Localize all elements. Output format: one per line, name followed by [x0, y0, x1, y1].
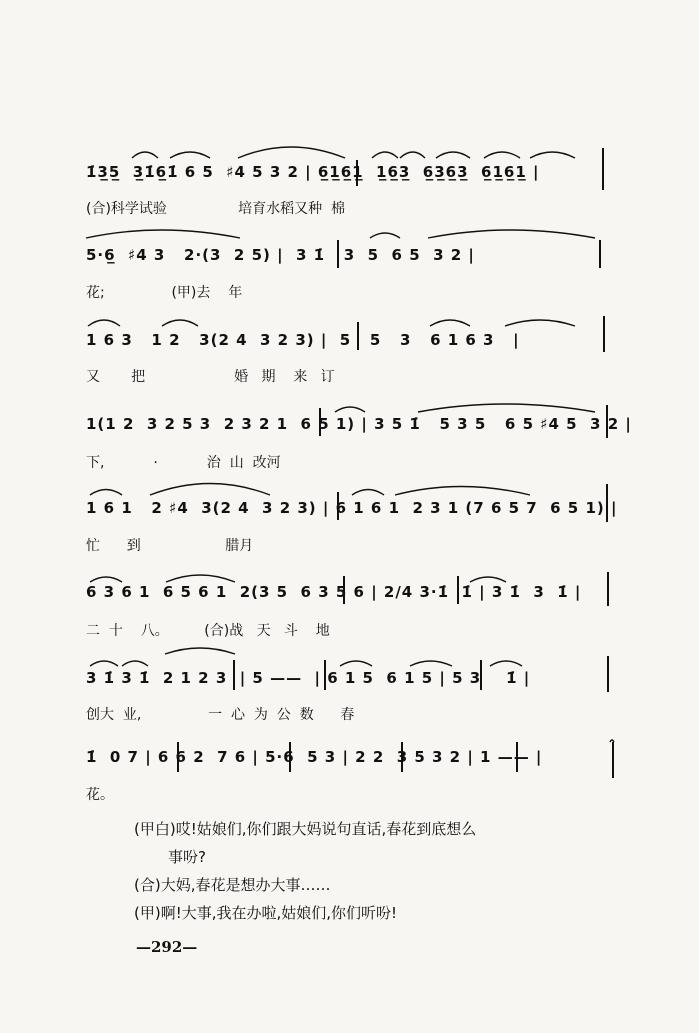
notation-row-6: 6 3 6 1 6 5 6 1 2(3 5 6 3 5 6 | 2/4 3·1̇ 1̇ | 3 1̇ 3 1̇ |	[86, 583, 582, 601]
notation-row-1: 1̇3̲5̲ 3̲1̇6̲1̇ 6 5 ♯4 5 3 2 | 6̲1̲6̲1̲ 1̲6̲3̲ 6̲3̲6̲3̲ 6̲1̲6̲1̲ |	[86, 163, 540, 181]
notation-row-2: 5·6̲ ♯4 3 2·(3 2 5) | 3 1̇ 3 5 6 5 3 2 |	[86, 246, 475, 264]
notation-row-8: 1̇ 0 7 | 6 6 2 7 6 | 5·6 5 3 | 2 2 3 5 3 2 | 1 —— |	[86, 748, 543, 766]
lyrics-row-1: (合)科学试验 培育水稻又种 棉	[86, 201, 346, 217]
notation-row-4: 1(1 2 3 2 5 3 2 3 2 1 6 5 1) | 3 5 1̇ 5 3 5 6 5 ♯4 5 3 2 |	[86, 415, 632, 433]
dialogue-line-3: (甲)啊!大事,我在办啦,姑娘们,你们听吩!	[134, 904, 398, 922]
notation-row-3: 1 6 3 1 2 3(2 4 3 2 3) | 5 5 3 6 1 6 3 |	[86, 331, 520, 349]
page-number: —292—	[136, 938, 198, 956]
lyrics-row-6: 二 十 八。 (合)战 天 斗 地	[86, 623, 330, 639]
dialogue-line-1-continued: 事吩?	[168, 848, 206, 866]
lyrics-row-8: 花。	[86, 787, 114, 803]
lyrics-row-3: 又 把 婚 期 来 订	[86, 369, 335, 385]
notation-row-5: 1 6 1 2 ♯4 3(2 4 3 2 3) | 6 1 6 1 2 3 1 (7 6 5 7 6 5 1) |	[86, 499, 618, 517]
lyrics-row-2: 花; (甲)去 年	[86, 285, 243, 301]
lyrics-row-4: 下, · 治 山 改河	[86, 455, 281, 471]
lyrics-row-5: 忙 到 腊月	[86, 538, 254, 554]
dialogue-line-1: (甲白)哎!姑娘们,你们跟大妈说句直话,春花到底想么	[134, 820, 477, 838]
notation-row-7: 3 1̇ 3 1̇ 2 1 2 3 | 5 —— | 6 1 5 6 1 5 | 5 3 1̇ |	[86, 669, 531, 687]
dialogue-line-2: (合)大妈,春花是想办大事……	[134, 876, 331, 894]
lyrics-row-7: 创大 业, 一 心 为 公 数 春	[86, 707, 355, 723]
